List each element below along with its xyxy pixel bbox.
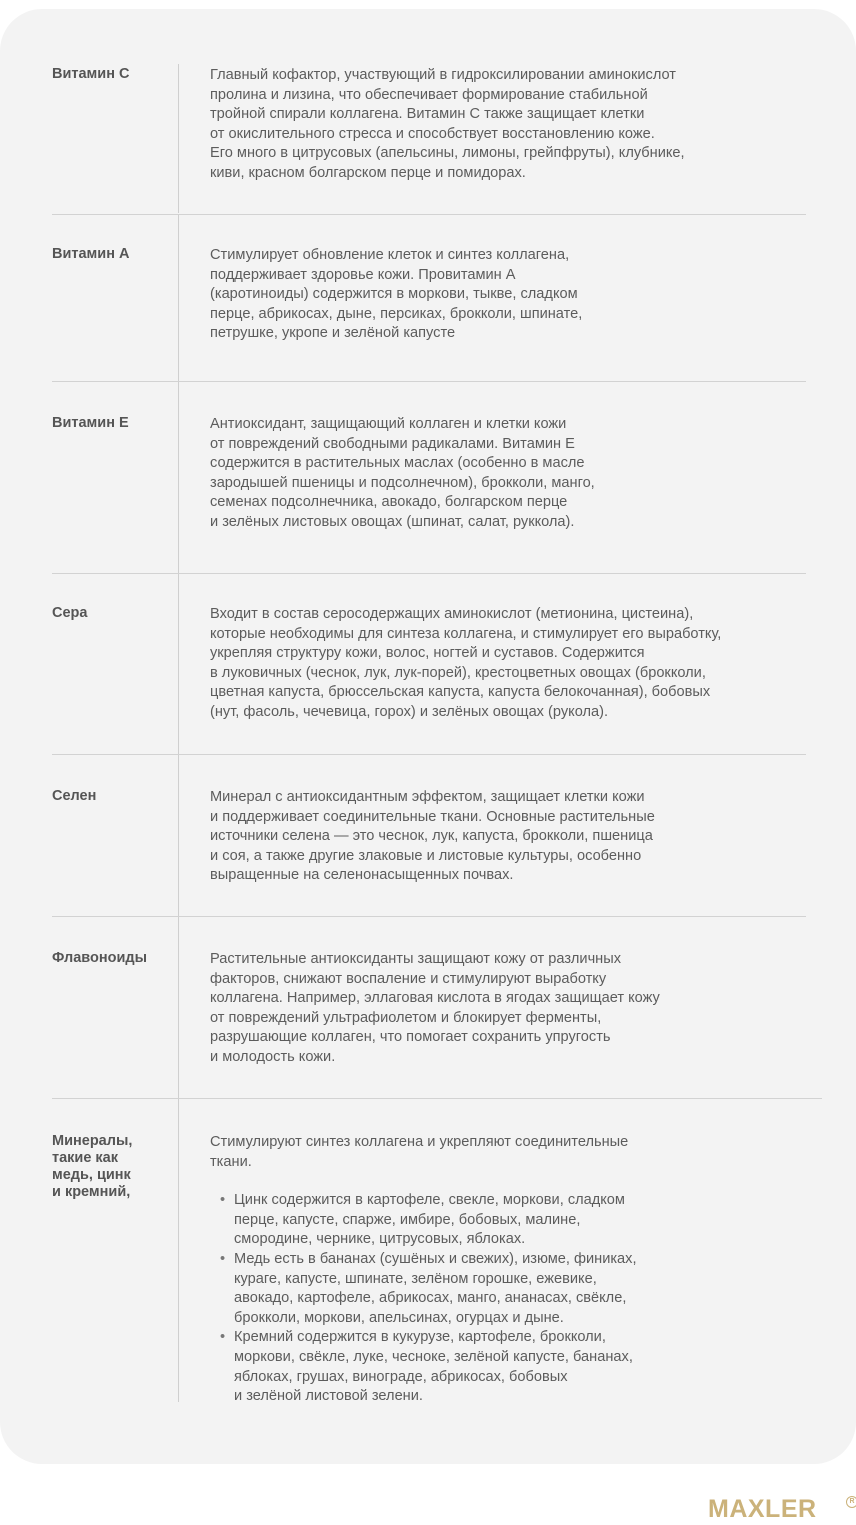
row-label: Минералы, такие как медь, цинк и кремний, — [52, 1133, 133, 1200]
row-separator — [52, 1098, 822, 1099]
row-description: Стимулирует обновление клеток и синтез коллагена, поддерживает здоровье кожи. Провитамин А (каротиноиды) содержится в моркови, тыкве, сладком перце, абрикосах, дыне, персиках, брокколи, шпинате, петрушке, укропе и зелёной капусте — [210, 247, 583, 342]
registered-mark-icon: R — [846, 1496, 856, 1508]
row-description: Главный кофактор, участвующий в гидроксилировании аминокислот пролина и лизина, что обеспечивает формирование стабильной тройной спирали коллагена. Витамин С также защищает клетки от окислительного стресса и способствует восстановлению коже. Его много в цитрусовых (апельсины, лимоны, грейпфруты), клубнике, киви, красном болгарском перце и помидорах. — [210, 67, 685, 181]
column-divider — [178, 1099, 179, 1402]
row-separator — [52, 573, 806, 574]
row-separator — [52, 381, 806, 382]
row-description: Антиоксидант, защищающий коллаген и клетки кожи от повреждений свободными радикалами. Витамин Е содержится в растительных маслах (особенно в масле зародышей пшеницы и подсолнечном), брокколи, манго, семенах подсолнечника, авокадо, болгарском перце и зелёных листовых овощах (шпинат, салат, руккола). — [210, 416, 595, 530]
row-label: Селен — [52, 788, 97, 804]
row-description: Стимулируют синтез коллагена и укрепляют соединительные ткани. • Цинк содержится в картофеле, свекле, моркови, сладком перце, капусте, спарже, имбире, бобовых, малине, смородине, чернике, цитрусовых, яблоках. • Медь есть в бананах (сушёных и свежих), изюме, финиках, кураге, капусте, шпинате, зелёном горошке, ежевике, авокадо, картофеле, абрикосах, манго, ананасах, свёкле, брокколи, моркови, апельсинах, огурцах и дыне. • Кремний содержится в кукурузе, картофеле, брокколи, моркови, свёкле, луке, чесноке, зелёной капусте, бананах, яблоках, грушах, винограде, абрикосах, бобовых и зелёной листовой зелени. — [210, 1133, 800, 1407]
row-description: Минерал с антиоксидантным эффектом, защищает клетки кожи и поддерживает соединительные ткани. Основные растительные источники селена — это чеснок, лук, капуста, брокколи, пшеница и соя, а также другие злаковые и листовые культуры, особенно выращенные на селенонасыщенных почвах. — [210, 789, 655, 884]
row-label: Витамин С — [52, 66, 130, 82]
row-description: Входит в состав серосодержащих аминокислот (метионина, цистеина), которые необходимы для синтеза коллагена, и стимулирует его выработку, укрепляя структуру кожи, волос, ногтей и суставов. Содержится в луковичных (чеснок, лук, лук-порей), крестоцветных овощах (брокколи, цветная капуста, брюссельская капуста, капуста белокочанная), бобовых (нут, фасоль, чечевица, горох) и зелёных овощах (рукола). — [210, 606, 722, 720]
column-divider — [178, 64, 179, 213]
column-divider — [178, 755, 179, 916]
row-separator — [52, 754, 806, 755]
column-divider — [178, 917, 179, 1098]
list-item: • Кремний содержится в кукурузе, картофеле, брокколи, моркови, свёкле, луке, чесноке, зелёной капусте, бананах, яблоках, грушах, винограде, абрикосах, бобовых и зелёной листовой зелени. — [234, 1328, 800, 1406]
minerals-list — [210, 1191, 800, 1407]
column-divider — [178, 382, 179, 573]
maxler-logo: MAXLER R — [708, 1494, 817, 1524]
row-separator — [52, 916, 806, 917]
row-label: Витамин А — [52, 246, 130, 262]
row-label: Флавоноиды — [52, 950, 147, 966]
column-divider — [178, 215, 179, 382]
row-label: Сера — [52, 605, 88, 621]
row-separator — [52, 214, 806, 215]
column-divider — [178, 574, 179, 754]
row-description: Растительные антиоксиданты защищают кожу от различных факторов, снижают воспаление и стимулируют выработку коллагена. Например, эллаговая кислота в ягодах защищает кожу от повреждений ультрафиолетом и блокирует ферменты, разрушающие коллаген, что помогает сохранить упругость и молодость кожи. — [210, 951, 660, 1065]
list-item: • Медь есть в бананах (сушёных и свежих), изюме, финиках, кураге, капусте, шпинате, зелёном горошке, ежевике, авокадо, картофеле, абрикосах, манго, ананасах, свёкле, брокколи, моркови, апельсинах, огурцах и дыне. — [234, 1250, 800, 1328]
list-item: • Цинк содержится в картофеле, свекле, моркови, сладком перце, капусте, спарже, имбире, бобовых, малине, смородине, чернике, цитрусовых, яблоках. — [234, 1191, 800, 1250]
row-label: Витамин Е — [52, 415, 129, 431]
